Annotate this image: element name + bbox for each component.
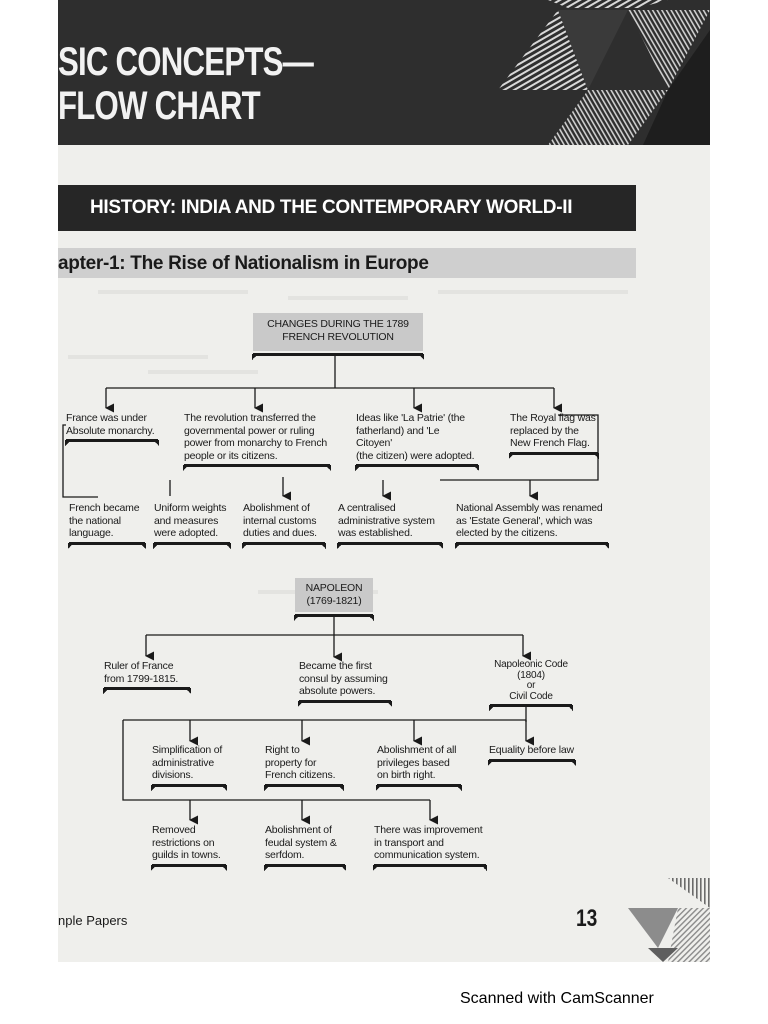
- flowchart-connectors: [58, 0, 710, 962]
- book-page: [58, 0, 710, 962]
- flow1-box-uniform-weights: Uniform weights and measures were adopted.: [154, 502, 230, 540]
- chapter-banner: apter-1: The Rise of Nationalism in Europe: [58, 248, 636, 278]
- flow1-box-royal-flag: The Royal flag was replaced by the New French Flag.: [510, 412, 598, 450]
- camscanner-watermark: Scanned with CamScanner: [460, 990, 654, 1007]
- flow1-root-box: CHANGES DURING THE 1789 FRENCH REVOLUTION: [253, 313, 423, 351]
- flow1-box-absolute-monarchy: France was under Absolute monarchy.: [66, 412, 158, 437]
- flow2-box-ruler-of-france: Ruler of France from 1799-1815.: [104, 660, 190, 685]
- flow2-box-feudal-system: Abolishment of feudal system & serfdom.: [265, 824, 345, 862]
- flow1-box-national-assembly: National Assembly was renamed as 'Estate General', which was elected by the citizens.: [456, 502, 608, 540]
- page-number: 13: [576, 905, 598, 932]
- flow2-box-simplification: Simplification of administrative divisions.: [152, 744, 226, 782]
- flow1-box-centralised-admin: A centralised administrative system was established.: [338, 502, 442, 540]
- flow2-box-napoleonic-code: Napoleonic Code (1804) or Civil Code: [490, 660, 572, 702]
- flow2-box-abolish-privileges: Abolishment of all privileges based on birth right.: [377, 744, 461, 782]
- flow1-box-la-patrie: Ideas like 'La Patrie' (the fatherland) and 'Le Citoyen' (the citizen) were adopted.: [356, 412, 478, 462]
- flow2-box-first-consul: Became the first consul by assuming absolute powers.: [299, 660, 391, 698]
- flow1-box-power-transfer: The revolution transferred the governmental power or ruling power from monarchy to French people or its citizens.: [184, 412, 330, 462]
- title-line-2: FLOW CHART: [58, 84, 260, 128]
- footer-triangle-decoration: [608, 878, 710, 962]
- flow2-root-napoleon: NAPOLEON (1769-1821): [295, 578, 373, 612]
- flow2-box-transport-improvement: There was improvement in transport and communication system.: [374, 824, 486, 862]
- title-line-1: SIC CONCEPTS—: [58, 40, 314, 84]
- subject-banner: HISTORY: INDIA AND THE CONTEMPORARY WORLD-II: [58, 185, 636, 231]
- flow1-box-internal-customs: Abolishment of internal customs duties and dues.: [243, 502, 325, 540]
- flow2-box-guild-restrictions: Removed restrictions on guilds in towns.: [152, 824, 226, 862]
- flow1-box-national-language: French became the national language.: [69, 502, 145, 540]
- flow2-box-right-to-property: Right to property for French citizens.: [265, 744, 343, 782]
- footer-book-title: nple Papers: [58, 913, 128, 928]
- flow2-box-equality-before-law: Equality before law: [489, 744, 574, 756]
